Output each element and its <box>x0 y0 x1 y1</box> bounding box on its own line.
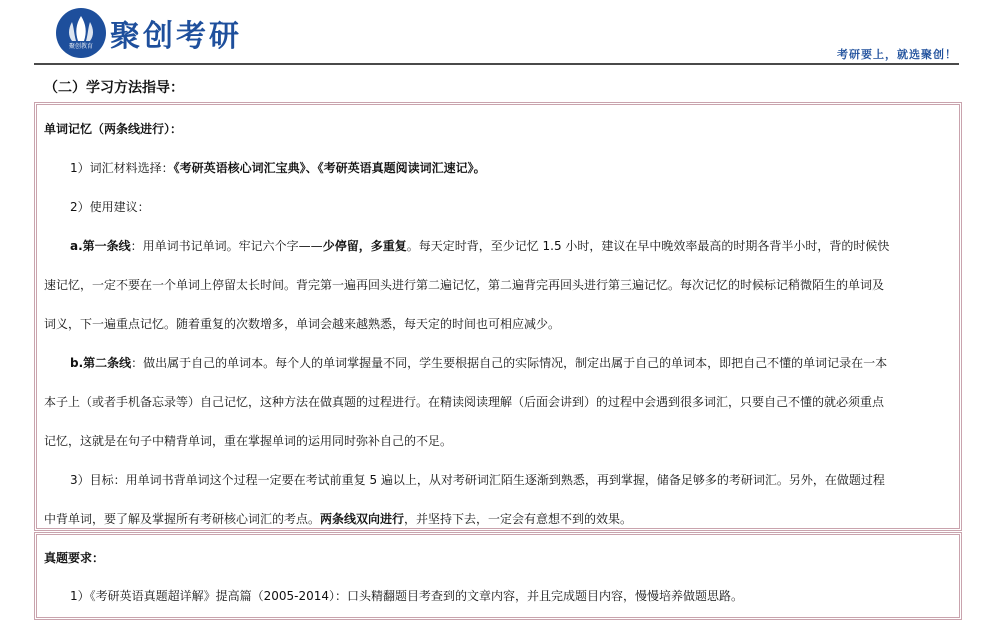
line-a-paragraph-1 <box>70 237 889 254</box>
brand-name: 聚创考研 <box>110 19 242 54</box>
line-b-label: b.第二条线 <box>70 356 132 370</box>
line-a-paragraph-2: 速记忆，一定不要在一个单词上停留太长时间。背完第一遍再回头进行第二遍记忆，第二遍背完再回头进行第三遍记忆。每次记忆的时候标记稍微陌生的单词及 <box>44 278 885 292</box>
goal-paragraph-1: 3）目标：用单词书背单词这个过程一定要在考试前重复 5 遍以上，从对考研词汇陌生逐渐到熟悉，再到掌握，储备足够多的考研词汇。另外，在做题过程 <box>70 473 885 487</box>
logo-icon <box>56 8 106 58</box>
logo-subtext: 聚创教育 <box>68 43 93 50</box>
exam-requirement-box <box>34 532 962 620</box>
line-a-text-1: ：用单词书记单词。牢记六个字—— <box>130 239 323 253</box>
material-selection <box>70 159 486 176</box>
goal-text-2: ，并坚持下去，一定会有意想不到的效果。 <box>404 512 633 526</box>
line-b-paragraph-3: 记忆，这就是在句子中精背单词，重在掌握单词的运用同时弥补自己的不足。 <box>44 434 453 448</box>
section-title: （二）学习方法指导： <box>44 80 184 96</box>
header-slogan: 考研要上，就选聚创！ <box>837 48 957 61</box>
line-a-paragraph-3: 词义，下一遍重点记忆。随着重复的次数增多，单词会越来越熟悉，每天定的时间也可相应减少。 <box>44 317 561 331</box>
word-memory-box <box>34 102 962 531</box>
line-b-paragraph-2: 本子上（或者手机备忘录等）自己记忆，这种方法在做真题的过程进行。在精读阅读理解（后面会讲到）的过程中会遇到很多词汇，只要自己不懂的就必须重点 <box>44 395 885 409</box>
header-divider <box>34 63 959 65</box>
line-b-paragraph-1 <box>70 354 887 371</box>
exam-heading: 真题要求： <box>44 551 105 565</box>
goal-paragraph-2 <box>44 510 632 527</box>
line-a-key: 少停留，多重复 <box>322 239 407 253</box>
line-a-label: a.第一条线 <box>70 239 131 253</box>
page-header <box>0 0 1005 66</box>
line-b-text-1: ：做出属于自己的单词本。每个人的单词掌握量不同，学生要根据自己的实际情况，制定出属于自己的单词本，即把自己不懂的单词记录在一本 <box>131 356 888 370</box>
exam-item-1: 1）《考研英语真题超详解》提高篇（2005-2014）：口头精翻题目考查到的文章内容，并且完成题目内容，慢慢培养做题思路。 <box>70 589 744 603</box>
usage-advice: 2）使用建议： <box>70 200 150 214</box>
line-a-text-2: 。每天定时背，至少记忆 1.5 小时，建议在早中晚效率最高的时期各背半小时，背的时候快 <box>406 239 890 253</box>
goal-key: 两条线双向进行 <box>320 512 405 526</box>
word-memory-heading: 单词记忆（两条线进行）： <box>44 122 183 136</box>
goal-text-1: 中背单词，要了解及掌握所有考研核心词汇的考点。 <box>44 512 321 526</box>
material-books: 《考研英语核心词汇宝典》、《考研英语真题阅读词汇速记》。 <box>173 161 486 175</box>
material-label: 1）词汇材料选择： <box>70 161 174 175</box>
